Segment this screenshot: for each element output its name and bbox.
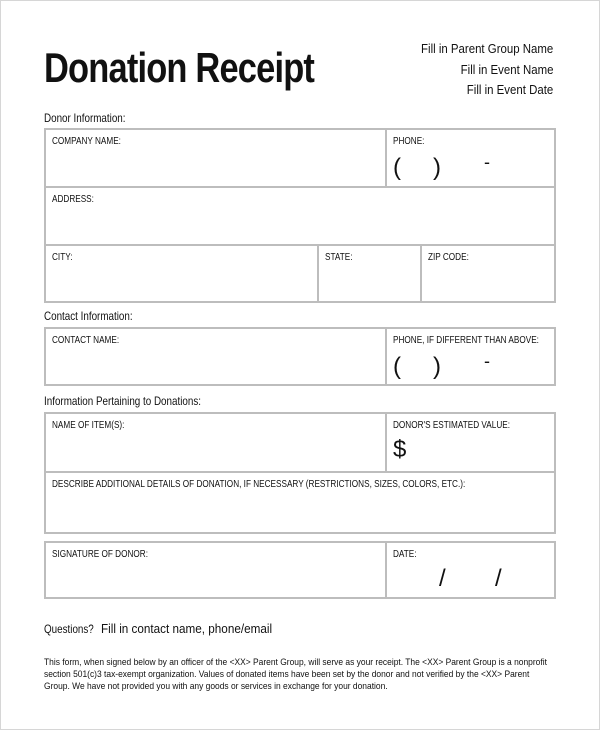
date-label: DATE: [393,549,417,560]
phone-paren-close: ) [433,154,441,181]
address-label: ADDRESS: [52,194,94,205]
alt-phone-paren-close: ) [433,353,441,380]
state-field[interactable] [317,244,422,303]
city-label: CITY: [52,252,73,263]
date-field[interactable] [385,541,556,599]
date-slash-1: / [439,565,446,592]
company-name-field[interactable] [44,128,387,188]
phone-paren-open: ( [393,154,401,181]
item-name-field[interactable] [44,412,387,473]
questions-contact: Fill in contact name, phone/email [101,621,273,636]
questions-label: Questions? [44,622,94,636]
state-label: STATE: [325,252,353,263]
donor-info-heading: Donor Information: [44,111,126,125]
details-field[interactable] [44,471,556,534]
contact-info-heading: Contact Information: [44,309,133,323]
event-date: Fill in Event Date [466,82,553,97]
event-name: Fill in Event Name [460,62,553,77]
donations-heading: Information Pertaining to Donations: [44,394,201,408]
alt-phone-paren-open: ( [393,353,401,380]
estimated-value-label: DONOR'S ESTIMATED VALUE: [393,420,510,431]
phone-label: PHONE: [393,136,425,147]
company-name-label: COMPANY NAME: [52,136,121,147]
page-title: Donation Receipt [44,44,315,91]
alt-phone-field[interactable] [385,327,556,386]
alt-phone-dash: - [484,351,490,371]
estimated-value-field[interactable] [385,412,556,473]
item-name-label: NAME OF ITEM(S): [52,420,125,431]
signature-label: SIGNATURE OF DONOR: [52,549,148,560]
city-field[interactable] [44,244,319,303]
alt-phone-label: PHONE, IF DIFFERENT THAN ABOVE: [393,335,539,346]
phone-dash: - [484,152,490,172]
contact-name-label: CONTACT NAME: [52,335,120,346]
dollar-sign: $ [393,436,407,463]
contact-name-field[interactable] [44,327,387,386]
signature-field[interactable] [44,541,387,599]
zip-code-field[interactable] [420,244,556,303]
date-slash-2: / [495,565,502,592]
parent-group-name: Fill in Parent Group Name [420,41,553,56]
details-label: DESCRIBE ADDITIONAL DETAILS OF DONATION, IF NECESSARY (RESTRICTIONS, SIZES, COLORS, ETC.): [52,479,466,490]
phone-field[interactable] [385,128,556,188]
zip-code-label: ZIP CODE: [428,252,469,263]
footer-disclaimer: This form, when signed below by an officer of the <XX> Parent Group, will serve as your receipt. The <XX> Parent Group is a nonprofit section 501(c)3 tax-exempt organization. Values of donated items have been set by the donor and not verified by the <XX> Parent Group. We have not provided you with any goods or services in exchange for your donation. [44,656,547,691]
address-field[interactable] [44,186,556,246]
